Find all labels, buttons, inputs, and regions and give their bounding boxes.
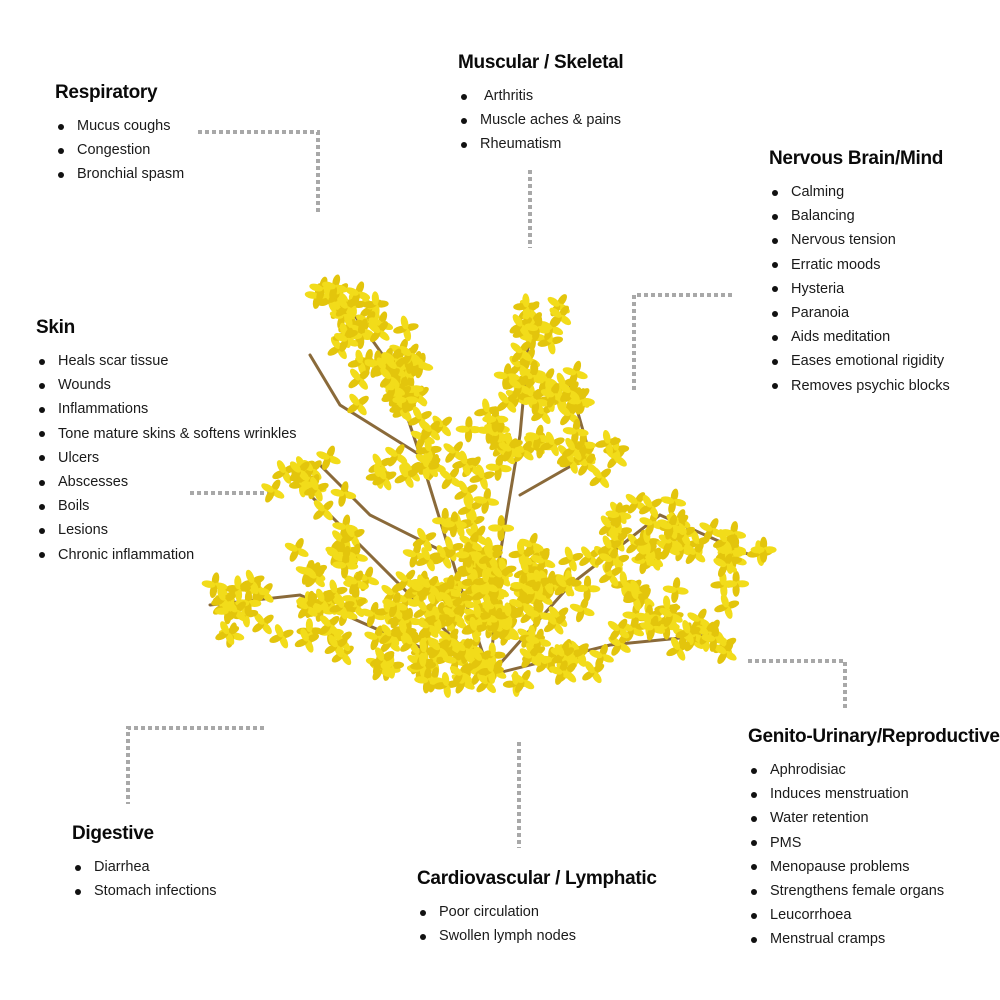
list-item: Rheumatism — [458, 132, 623, 156]
list-item: Removes psychic blocks — [769, 374, 950, 398]
list-item: Poor circulation — [417, 900, 657, 924]
list-item: Balancing — [769, 204, 950, 228]
list-item: Menstrual cramps — [748, 927, 1000, 951]
item-list — [748, 758, 1000, 952]
list-item: Mucus coughs — [55, 114, 184, 138]
list-item: Nervous tension — [769, 228, 950, 252]
list-item: Arthritis — [458, 84, 623, 108]
section-title: Respiratory — [55, 82, 158, 103]
item-list — [36, 349, 297, 567]
connector-digestive — [128, 728, 264, 804]
item-list — [55, 114, 184, 187]
list-item: Leucorrhoea — [748, 903, 1000, 927]
list-item: Swollen lymph nodes — [417, 924, 657, 948]
list-item: Lesions — [36, 518, 297, 542]
flower-blossom — [390, 313, 421, 344]
list-item: Diarrhea — [72, 855, 217, 879]
flower-blossom — [566, 593, 599, 626]
list-item: Inflammations — [36, 397, 297, 421]
list-item: Stomach infections — [72, 879, 217, 903]
list-item: Wounds — [36, 373, 297, 397]
section-respiratory — [55, 82, 184, 187]
item-list — [417, 900, 657, 948]
flower-blossom — [488, 515, 514, 541]
list-item: Boils — [36, 494, 297, 518]
flower-blossom — [751, 537, 777, 563]
list-item: Eases emotional rigidity — [769, 349, 950, 373]
section-digestive — [72, 823, 217, 903]
list-item: Menopause problems — [748, 855, 1000, 879]
item-list — [769, 180, 950, 398]
list-item: Muscle aches & pains — [458, 108, 623, 132]
section-title: Nervous Brain/Mind — [769, 148, 944, 169]
section-genito-urinary — [748, 726, 1000, 952]
list-item: Aids meditation — [769, 325, 950, 349]
section-title: Digestive — [72, 823, 154, 844]
flower-blossom — [455, 416, 482, 443]
list-item: Strengthens female organs — [748, 879, 1000, 903]
list-item: Water retention — [748, 806, 1000, 830]
section-title: Skin — [36, 317, 75, 338]
section-title: Cardiovascular / Lymphatic — [417, 868, 657, 889]
list-item: Paranoia — [769, 301, 950, 325]
flower-blossom — [471, 486, 501, 516]
section-nervous — [769, 148, 950, 398]
section-skin — [36, 317, 297, 567]
section-muscular-skeletal — [458, 52, 623, 157]
item-list — [458, 84, 623, 157]
list-item: Chronic inflammation — [36, 543, 297, 567]
list-item: Ulcers — [36, 446, 297, 470]
list-item: PMS — [748, 831, 1000, 855]
list-item: Calming — [769, 180, 950, 204]
list-item: Hysteria — [769, 277, 950, 301]
list-item: Erratic moods — [769, 253, 950, 277]
item-list — [72, 855, 217, 903]
section-title: Genito-Urinary/Reproductive — [748, 726, 1000, 747]
list-item: Aphrodisiac — [748, 758, 1000, 782]
flower-blossom — [264, 619, 298, 653]
section-cardiovascular — [417, 868, 657, 948]
list-item: Induces menstruation — [748, 782, 1000, 806]
list-item: Abscesses — [36, 470, 297, 494]
section-title: Muscular / Skeletal — [458, 52, 624, 73]
list-item: Tone mature skins & softens wrinkles — [36, 422, 297, 446]
connector-respiratory — [198, 132, 318, 214]
list-item: Congestion — [55, 138, 184, 162]
list-item: Heals scar tissue — [36, 349, 297, 373]
list-item: Bronchial spasm — [55, 162, 184, 186]
